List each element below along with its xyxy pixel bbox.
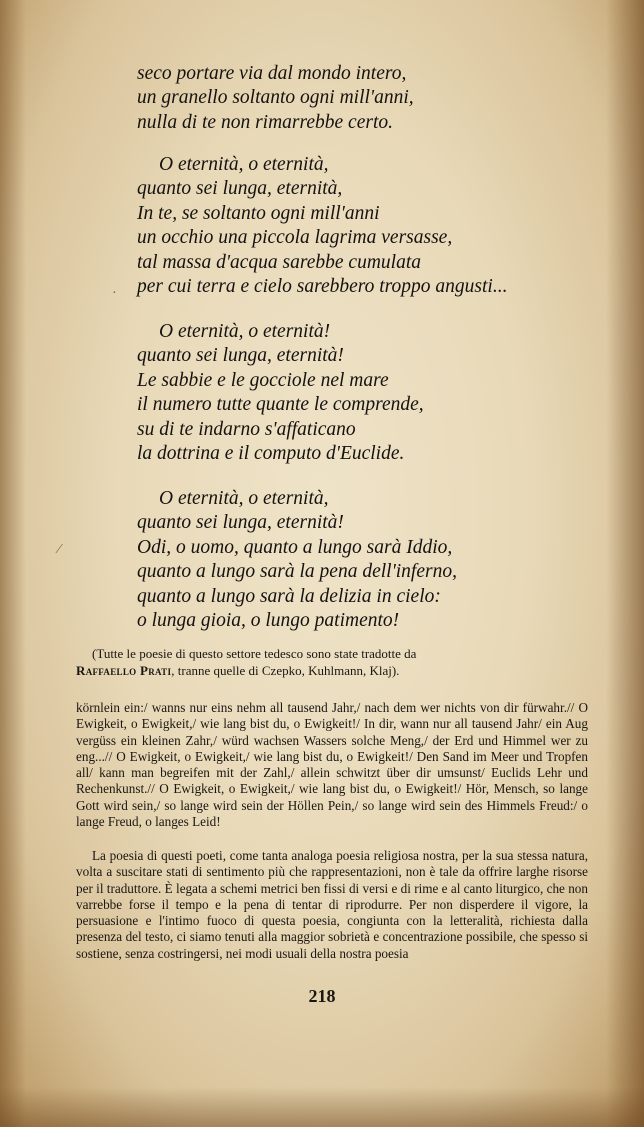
verse-line: il numero tutte quante le comprende,: [137, 394, 424, 416]
page-shadow-right: [606, 0, 644, 1127]
page-shadow-bottom: [0, 1087, 644, 1127]
margin-dot: ·: [112, 286, 117, 301]
commentary-paragraph: La poesia di questi poeti, come tanta analoga poesia religiosa nostra, per la sua stessa natura, volta a suscitare stati di sentimento più che rappresentazioni, non è tale da offrire larghe risorse per il traduttore. È legata a schemi metrici ben fissi di versi e di rime e al canto liturgico, che non varrebbe forse il tempo e la pena di tentar di riprodurre. Per non disperdere il vigore, la persuasione e l'intimo fuoco di questa poesia, congiunta con la letteralità, richiesta dalla presenza del testo, ci siamo tenuti alla maggior sobrietà e concentrazione possibile, che spesso si sostiene, senza costringersi, nei modi usuali della nostra poesia: [76, 848, 588, 961]
note-line-2-rest: , tranne quelle di Czepko, Kuhlmann, Klaj).: [171, 663, 400, 678]
page-number: 218: [308, 986, 336, 1006]
verse-line: Le sabbie e le gocciole nel mare: [137, 369, 389, 391]
translation-note: [76, 645, 588, 679]
verse-line: In te, se soltanto ogni mill'anni: [137, 202, 380, 224]
stanza-1: [137, 62, 577, 135]
verse-line: O eternità, o eternità,: [159, 488, 329, 509]
verse-line: quanto a lungo sarà la pena dell'inferno,: [137, 561, 457, 583]
verse-line: O eternità, o eternità!: [159, 321, 331, 342]
verse-line: su di te indarno s'affaticano: [137, 418, 356, 440]
verse-line: Odi, o uomo, quanto a lungo sarà Iddio,: [137, 536, 453, 558]
verse-line: per cui terra e cielo sarebbero troppo angusti...: [137, 276, 508, 298]
stanza-4: [137, 487, 577, 633]
german-original-text: körnlein ein:/ wanns nur eins nehm all tausend Jahr,/ nach dem wer nichts von dir fürwahr.// O Ewigkeit, o Ewigkeit,/ wie lang bist du, o Ewigkeit!/ In dir, wann nur all tausend Jahr/ ein Aug vergüss ein kleinen Zahr,/ würd wachsen Wassers solche Meng,/ der Erd und Himmel wer zu eng...// O Ewigkeit, o Ewigkeit,/ wie lang bist du, o Ewigkeit!/ Den Sand im Meer und Tropfen all/ kann man begreifen mit der Zahl,/ allein schwitzt über dir umsunst/ Euclids Lehr und Rechenkunst.// O Ewigkeit, o Ewigkeit,/ wie lang bist du, o Ewigkeit!/ Hör, Mensch, so lange Gott wird sein,/ so lange wird sein der Höllen Pein,/ so lange wird sein des Himmels Freud:/ o lange Freud, o langes Leid!: [76, 700, 588, 830]
verse-line: la dottrina e il computo d'Euclide.: [137, 443, 405, 465]
verse-line: un occhio una piccola lagrima versasse,: [137, 227, 453, 249]
verse-line: un granello soltanto ogni mill'anni,: [137, 87, 414, 109]
pencil-mark: ⁄: [58, 542, 61, 557]
note-line-1: (Tutte le poesie di questo settore tedesco sono state tradotte da: [92, 646, 417, 661]
note-line-2: [76, 662, 588, 679]
verse-line: o lunga gioia, o lungo patimento!: [137, 610, 400, 632]
stanza-2: [137, 153, 577, 299]
stanza-3: [137, 320, 577, 466]
verse-line: nulla di te non rimarrebbe certo.: [137, 111, 393, 133]
verse-line: tal massa d'acqua sarebbe cumulata: [137, 251, 422, 273]
verse-line: O eternità, o eternità,: [159, 154, 329, 175]
verse-line: quanto sei lunga, eternità,: [137, 178, 343, 200]
verse-line: quanto a lungo sarà la delizia in cielo:: [137, 585, 441, 607]
verse-line: seco portare via dal mondo intero,: [137, 63, 407, 84]
page-shadow-left: [0, 0, 26, 1127]
translator-name: Raffaello Prati: [76, 663, 172, 678]
verse-line: quanto sei lunga, eternità!: [137, 512, 344, 534]
verse-line: quanto sei lunga, eternità!: [137, 345, 344, 367]
